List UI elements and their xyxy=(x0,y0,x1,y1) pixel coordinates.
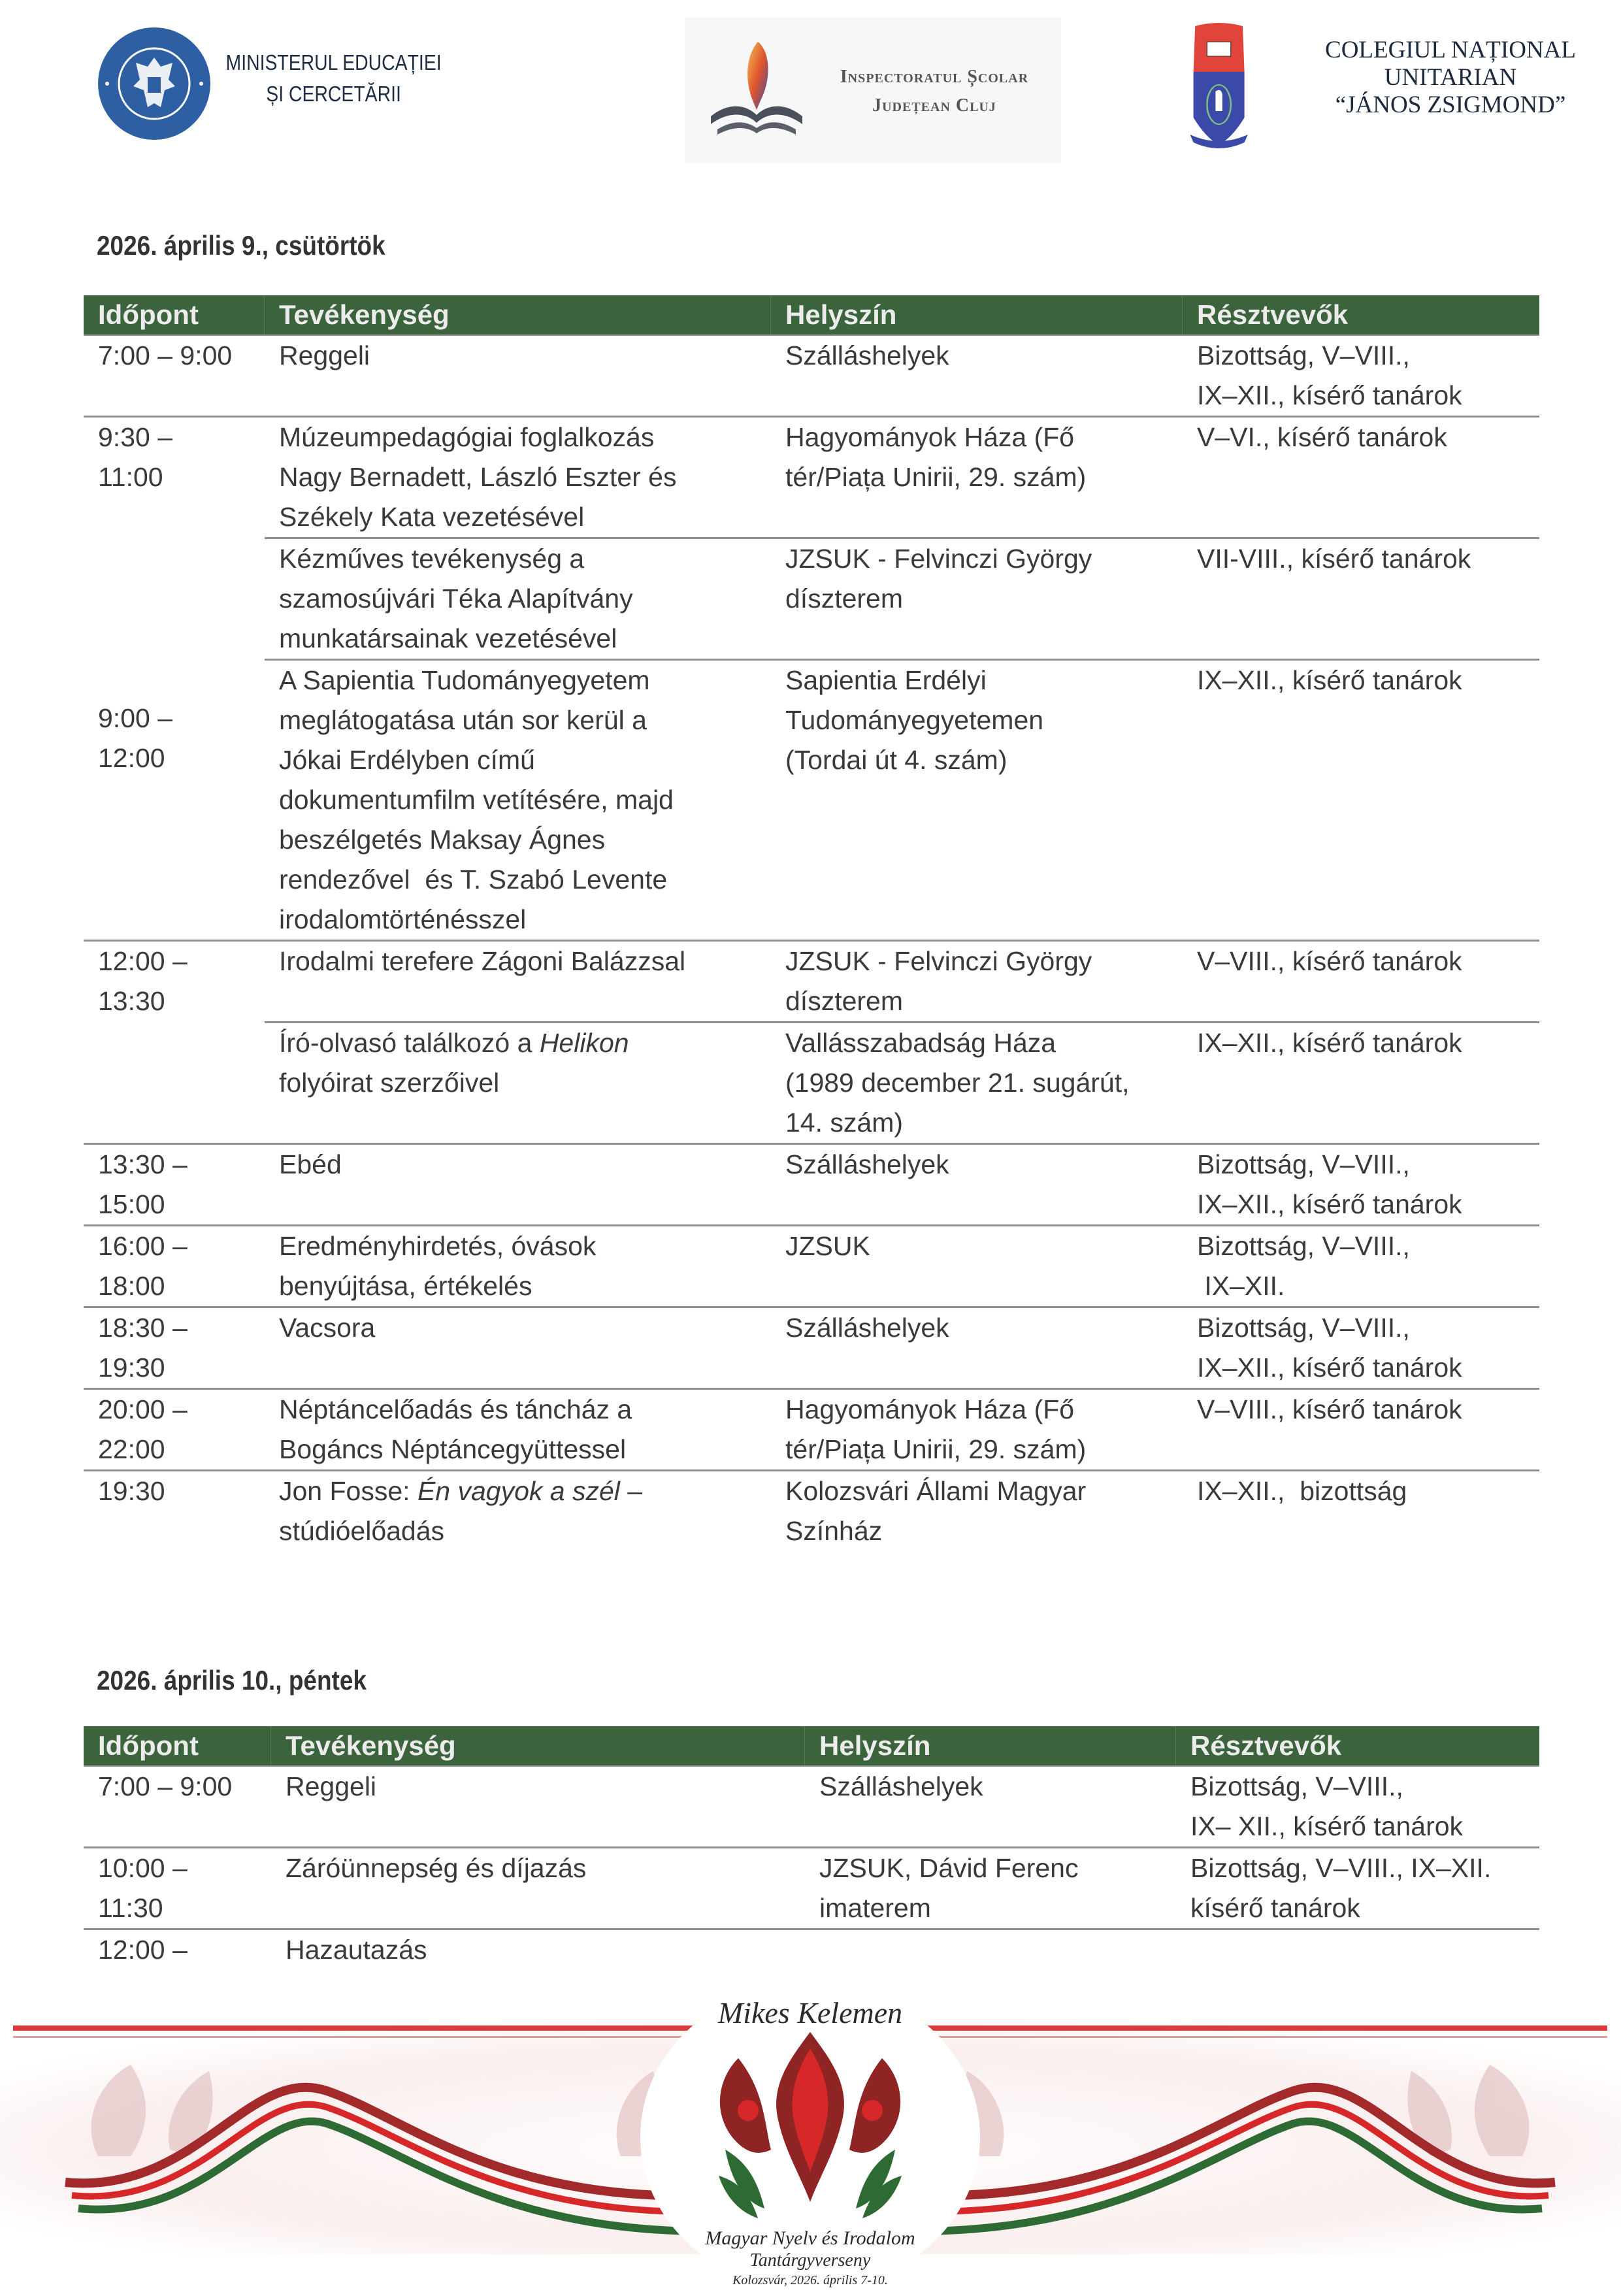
activity-cell: Hazautazás xyxy=(286,1935,427,1965)
participants-cell: Bizottság, V–VIII., IX– XII., kísérő tanárok xyxy=(1190,1771,1464,1841)
table-row xyxy=(265,942,1539,1023)
time-cell: 20:00 – 22:00 xyxy=(98,1394,188,1464)
location-cell: Sapientia Erdélyi Tudományegyetemen (Tordai út 4. szám) xyxy=(785,665,1044,775)
column-header-participants: Résztvevők xyxy=(1190,1730,1342,1761)
time-cell: 13:30 – 15:00 xyxy=(98,1149,188,1219)
activity-cell: Záróünnepség és díjazás xyxy=(286,1853,587,1883)
table-row xyxy=(265,1023,1539,1143)
table-row xyxy=(265,661,1539,940)
college-crest-logo xyxy=(1200,20,1252,150)
table-header xyxy=(84,295,1539,336)
ministry-line-1: MINISTERUL EDUCAȚIEI xyxy=(225,50,442,74)
column-header-participants: Résztvevők xyxy=(1197,299,1349,330)
activity-cell: Kézműves tevékenység a szamosújvári Téka Alapítvány munkatársainak vezetésével xyxy=(279,544,633,653)
location-cell: Szálláshelyek xyxy=(785,340,949,370)
table-row xyxy=(84,418,1539,539)
logo-subtitle-1: Magyar Nyelv és Irodalom xyxy=(705,2227,915,2249)
activity-cell: Irodalmi terefere Zágoni Balázzsal xyxy=(279,946,686,976)
participants-cell: V–VIII., kísérő tanárok xyxy=(1197,946,1462,976)
location-cell: JZSUK - Felvinczi György díszterem xyxy=(785,946,1092,1016)
table-row-group xyxy=(84,942,1539,1145)
table-row-group xyxy=(84,539,1539,942)
table-row xyxy=(84,336,1539,418)
government-seal-logo xyxy=(97,26,212,141)
column-header-time: Időpont xyxy=(84,1726,271,1765)
inspectorate-line-2: Județean Cluj xyxy=(872,95,996,116)
table-row xyxy=(84,1390,1539,1471)
column-header-activity: Tevékenység xyxy=(265,295,771,335)
time-cell: 10:00 – 11:30 xyxy=(98,1853,188,1923)
location-cell: JZSUK, Dávid Ferenc imaterem xyxy=(819,1853,1079,1923)
college-line-2: UNITARIAN xyxy=(1384,64,1517,91)
time-cell: 9:30 – 11:00 xyxy=(98,422,172,492)
pen-book-icon xyxy=(704,38,809,142)
location-cell: JZSUK - Felvinczi György díszterem xyxy=(785,544,1092,614)
table-row xyxy=(265,539,1539,661)
logo-title: Mikes Kelemen xyxy=(717,1996,903,2029)
logo-subtitle-2: Tantárgyverseny xyxy=(749,2250,871,2271)
day2-title: 2026. április 10., péntek xyxy=(97,1665,367,1696)
journal-title: Helikon xyxy=(539,1028,629,1058)
college-name xyxy=(1307,37,1594,119)
time-cell: 16:00 – 18:00 xyxy=(98,1231,188,1301)
location-cell: Szálláshelyek xyxy=(819,1771,983,1801)
ministry-line-2: ȘI CERCETĂRII xyxy=(266,82,401,106)
location-cell: Vallásszabadság Háza (1989 december 21. sugárút, 14. szám) xyxy=(785,1028,1130,1138)
participants-cell: Bizottság, V–VIII., IX–XII., kísérő tanárok xyxy=(1197,1149,1462,1219)
activity-cell: Vacsora xyxy=(279,1313,376,1343)
table-row xyxy=(84,1145,1539,1226)
table-row xyxy=(84,1308,1539,1390)
participants-cell: V–VIII., kísérő tanárok xyxy=(1197,1394,1462,1424)
location-cell: Kolozsvári Állami Magyar Színház xyxy=(785,1476,1087,1546)
participants-cell xyxy=(1176,1930,1539,1970)
location-cell: Hagyományok Háza (Fő tér/Piața Unirii, 29. szám) xyxy=(785,1394,1087,1464)
day2-schedule-table xyxy=(84,1726,1539,1970)
location-cell: Szálláshelyek xyxy=(785,1149,949,1179)
participants-cell: V–VI., kísérő tanárok xyxy=(1197,422,1447,452)
day1-schedule-table xyxy=(84,295,1539,1551)
column-header-location: Helyszín xyxy=(771,295,1183,335)
location-cell: Szálláshelyek xyxy=(785,1313,949,1343)
activity-cell: Reggeli xyxy=(279,340,370,370)
table-row xyxy=(84,1767,1539,1848)
table-row xyxy=(84,1226,1539,1308)
activity-cell: Jon Fosse: Én vagyok a szél – stúdióelőadás xyxy=(279,1476,643,1546)
table-header xyxy=(84,1726,1539,1767)
time-cell: 9:00 – 12:00 xyxy=(98,703,172,773)
participants-cell: Bizottság, V–VIII., IX–XII., kísérő tanárok xyxy=(1197,1313,1462,1383)
column-header-location: Helyszín xyxy=(805,1726,1176,1765)
time-cell: 7:00 – 9:00 xyxy=(98,1771,233,1801)
play-title: Én vagyok a szél xyxy=(417,1476,620,1506)
participants-cell: Bizottság, V–VIII., IX–XII. xyxy=(1197,1231,1410,1301)
participants-cell: Bizottság, V–VIII., IX–XII. kísérő tanárok xyxy=(1190,1853,1492,1923)
time-cell: 19:30 xyxy=(98,1476,165,1506)
activity-cell: Író-olvasó találkozó a Helikon folyóirat szerzőivel xyxy=(279,1028,629,1098)
participants-cell: IX–XII., kísérő tanárok xyxy=(1197,1028,1462,1058)
time-cell: 18:30 – 19:30 xyxy=(98,1313,188,1383)
table-row xyxy=(84,1930,1539,1970)
participants-cell: IX–XII., bizottság xyxy=(1197,1476,1407,1506)
time-cell: 12:00 – xyxy=(98,1935,188,1965)
inspectorate-name xyxy=(817,63,1052,120)
table-row xyxy=(84,1848,1539,1930)
day1-title: 2026. április 9., csütörtök xyxy=(97,230,385,261)
activity-cell: Ebéd xyxy=(279,1149,342,1179)
participants-cell: Bizottság, V–VIII., IX–XII., kísérő tanárok xyxy=(1197,340,1462,410)
participants-cell: VII-VIII., kísérő tanárok xyxy=(1197,544,1471,574)
ministry-name xyxy=(216,47,451,110)
college-line-1: COLEGIUL NAȚIONAL xyxy=(1325,37,1576,63)
column-header-activity: Tevékenység xyxy=(271,1726,805,1765)
inspectorate-line-1: Inspectoratul Școlar xyxy=(840,67,1029,87)
column-header-time: Időpont xyxy=(84,295,265,335)
time-cell: 12:00 – 13:30 xyxy=(98,946,188,1016)
time-cell: 7:00 – 9:00 xyxy=(98,340,233,370)
table-row xyxy=(84,1471,1539,1551)
location-cell xyxy=(805,1930,1176,1970)
location-cell: Hagyományok Háza (Fő tér/Piața Unirii, 29. szám) xyxy=(785,422,1087,492)
activity-cell: Múzeumpedagógiai foglalkozás Nagy Bernadett, László Eszter és Székely Kata vezetésével xyxy=(279,422,677,532)
activity-cell: Eredményhirdetés, óvások benyújtása, értékelés xyxy=(279,1231,597,1301)
location-cell: JZSUK xyxy=(785,1231,870,1261)
mikes-kelemen-footer-banner xyxy=(0,1986,1621,2293)
college-line-3: “JÁNOS ZSIGMOND” xyxy=(1335,91,1566,118)
participants-cell: IX–XII., kísérő tanárok xyxy=(1197,665,1462,695)
activity-cell: Reggeli xyxy=(286,1771,377,1801)
activity-cell: Néptáncelőadás és táncház a Bogáncs Néptáncegyüttessel xyxy=(279,1394,632,1464)
activity-cell: A Sapientia Tudományegyetem meglátogatása után sor kerül a Jókai Erdélyben című dokumentumfilm vetítésére, majd beszélgetés Maksay Ágnes rendezővel és T. Szabó Levente irodalomtörténésszel xyxy=(279,665,674,934)
logo-place-date: Kolozsvár, 2026. április 7-10. xyxy=(732,2273,888,2288)
